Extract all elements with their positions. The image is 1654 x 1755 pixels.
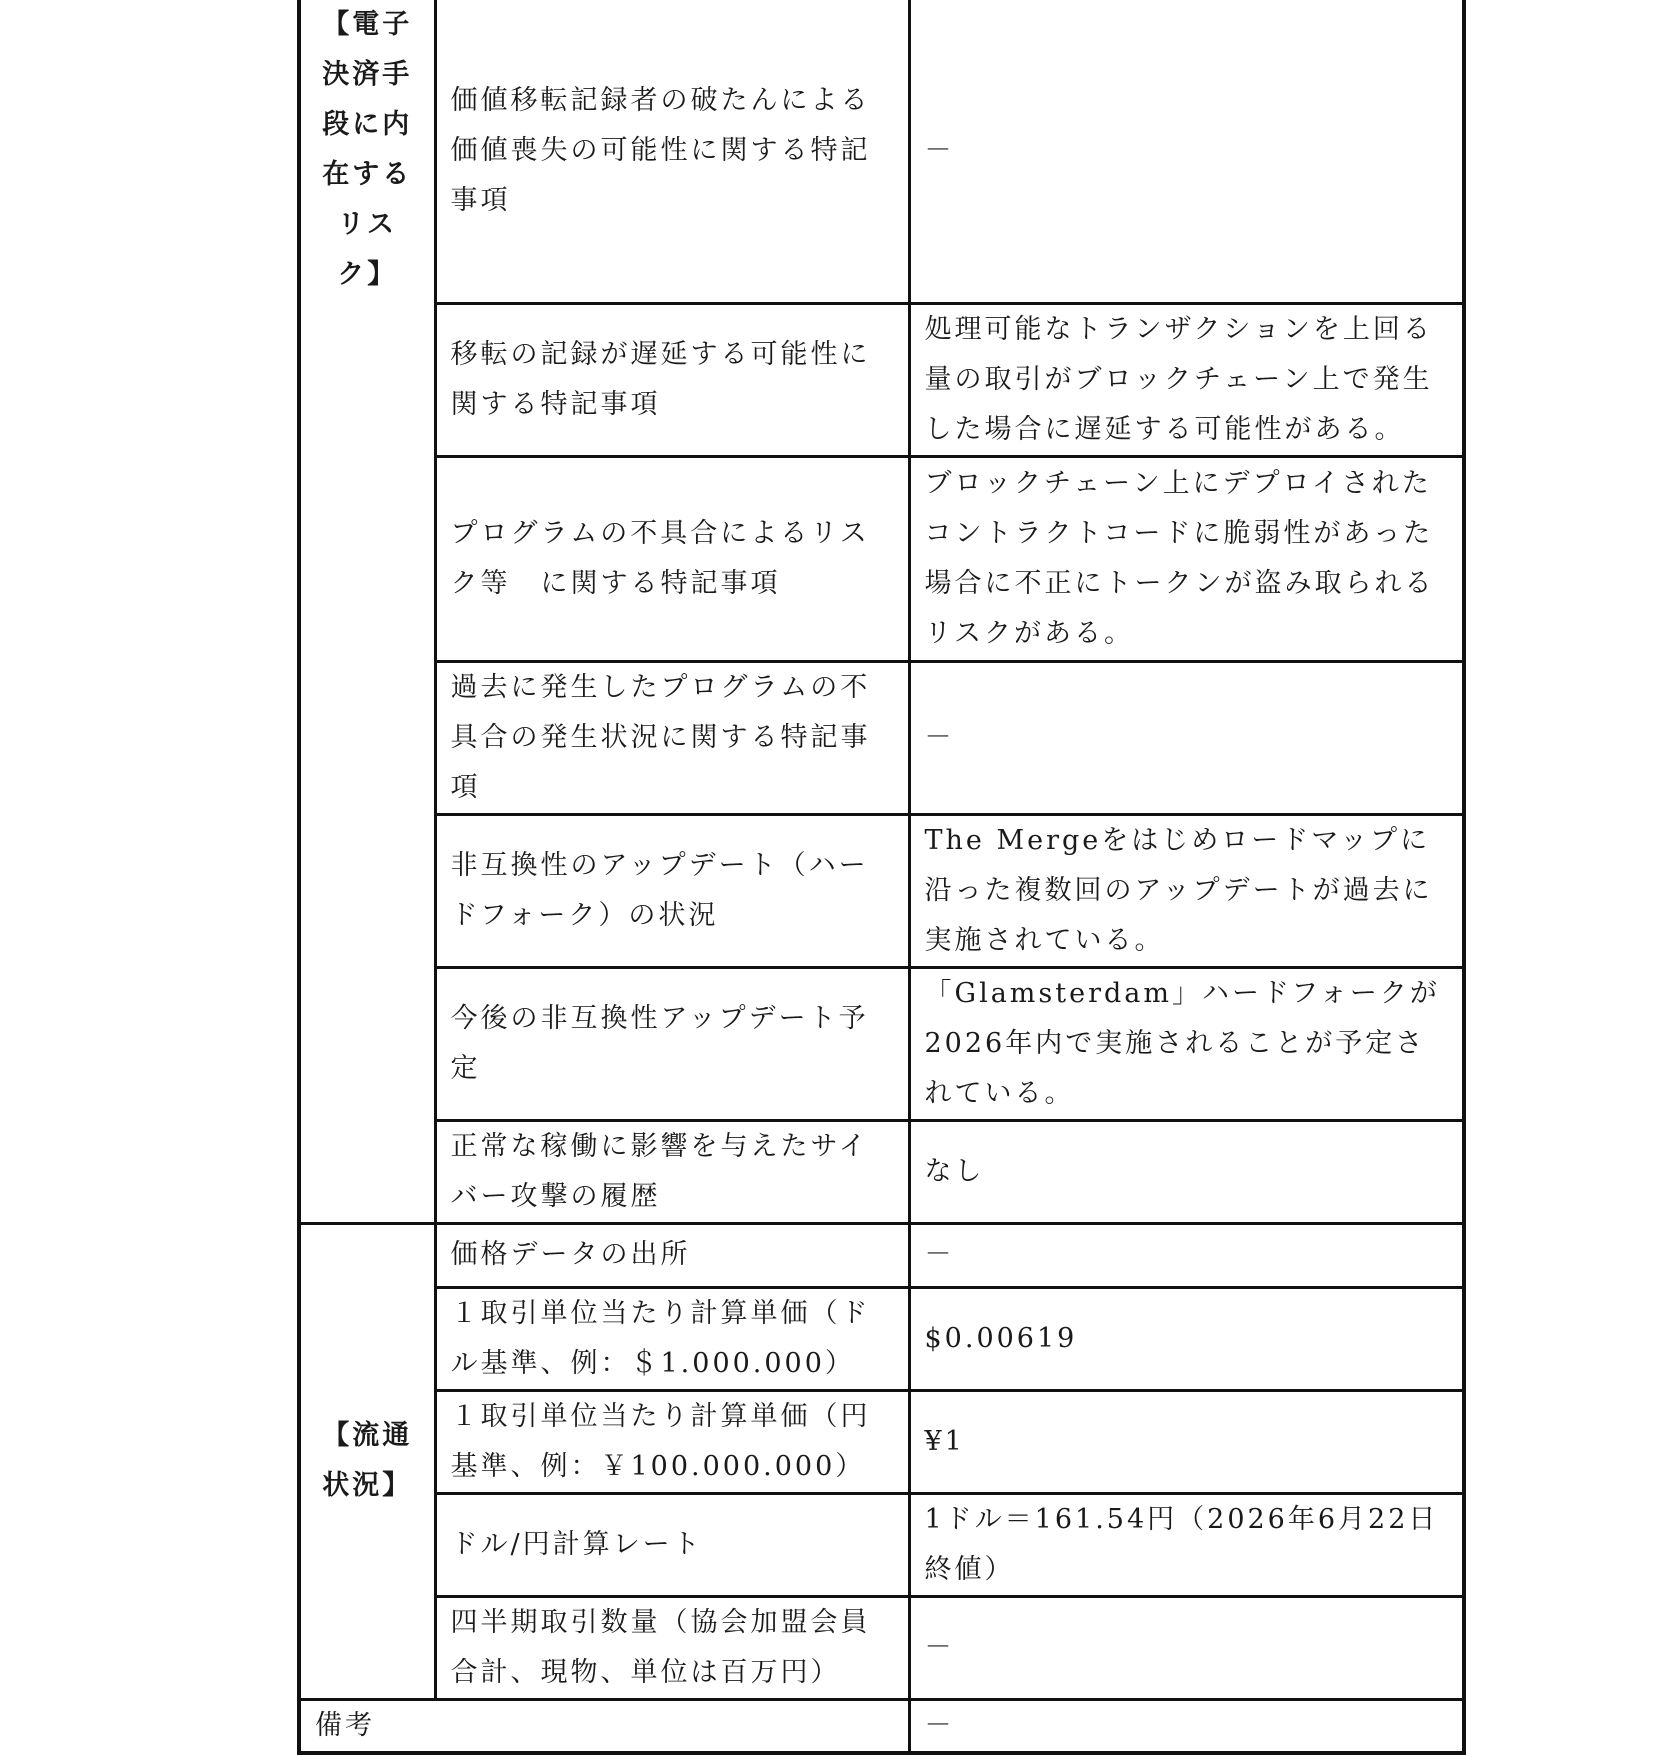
item-value: 「Glamsterdam」ハードフォークが2026年内で実施されることが予定されている。 <box>909 967 1464 1120</box>
table-row <box>299 0 1464 303</box>
table-row-remarks <box>299 1699 1464 1753</box>
item-label: プログラムの不具合によるリスク等 に関する特記事項 <box>435 456 909 661</box>
table-row <box>299 1120 1464 1223</box>
item-value: ¥1 <box>909 1390 1464 1493</box>
table-row <box>299 1493 1464 1596</box>
section-label-circulation-text: 【流通状況】 <box>322 1420 413 1501</box>
item-value: ブロックチェーン上にデプロイされたコントラクトコードに脆弱性があった場合に不正にトークンが盗み取られるリスクがある。 <box>909 456 1464 661</box>
table-row <box>299 456 1464 661</box>
disclosure-table <box>297 0 1466 1755</box>
item-label: 非互換性のアップデート（ハードフォーク）の状況 <box>435 814 909 967</box>
item-label: 移転の記録が遅延する可能性に関する特記事項 <box>435 303 909 456</box>
table-row <box>299 967 1464 1120</box>
item-label: １取引単位当たり計算単価（円基準、例：￥100.000.000） <box>435 1390 909 1493</box>
item-label: 今後の非互換性アップデート予定 <box>435 967 909 1120</box>
item-label: １取引単位当たり計算単価（ドル基準、例：＄1.000.000） <box>435 1287 909 1390</box>
item-value: － <box>909 1596 1464 1699</box>
item-label: 四半期取引数量（協会加盟会員合計、現物、単位は百万円） <box>435 1596 909 1699</box>
item-label: 正常な稼働に影響を与えたサイバー攻撃の履歴 <box>435 1120 909 1223</box>
table-row <box>299 1223 1464 1287</box>
table-row <box>299 814 1464 967</box>
item-label: ドル/円計算レート <box>435 1493 909 1596</box>
item-value: － <box>909 1223 1464 1287</box>
item-value: － <box>909 0 1464 303</box>
item-label: 価値移転記録者の破たんによる価値喪失の可能性に関する特記事項 <box>435 0 909 303</box>
item-value: 処理可能なトランザクションを上回る量の取引がブロックチェーン上で発生した場合に遅延する可能性がある。 <box>909 303 1464 456</box>
item-value: － <box>909 661 1464 814</box>
item-value: 1ドル＝161.54円（2026年6月22日終値） <box>909 1493 1464 1596</box>
section-label-circulation <box>299 1223 435 1699</box>
section-label-risk-text: 【電子決済手段に内在するリスク】 <box>322 9 413 290</box>
remarks-value: － <box>909 1699 1464 1753</box>
item-value: $0.00619 <box>909 1287 1464 1390</box>
item-label: 価格データの出所 <box>435 1223 909 1287</box>
table-row <box>299 1287 1464 1390</box>
remarks-label: 備考 <box>299 1699 909 1753</box>
table-row <box>299 661 1464 814</box>
section-label-risk <box>299 0 435 1223</box>
table-row <box>299 1390 1464 1493</box>
table-row <box>299 1596 1464 1699</box>
item-value: The Mergeをはじめロードマップに沿った複数回のアップデートが過去に実施されている。 <box>909 814 1464 967</box>
table-row <box>299 303 1464 456</box>
item-value: なし <box>909 1120 1464 1223</box>
item-label: 過去に発生したプログラムの不具合の発生状況に関する特記事項 <box>435 661 909 814</box>
